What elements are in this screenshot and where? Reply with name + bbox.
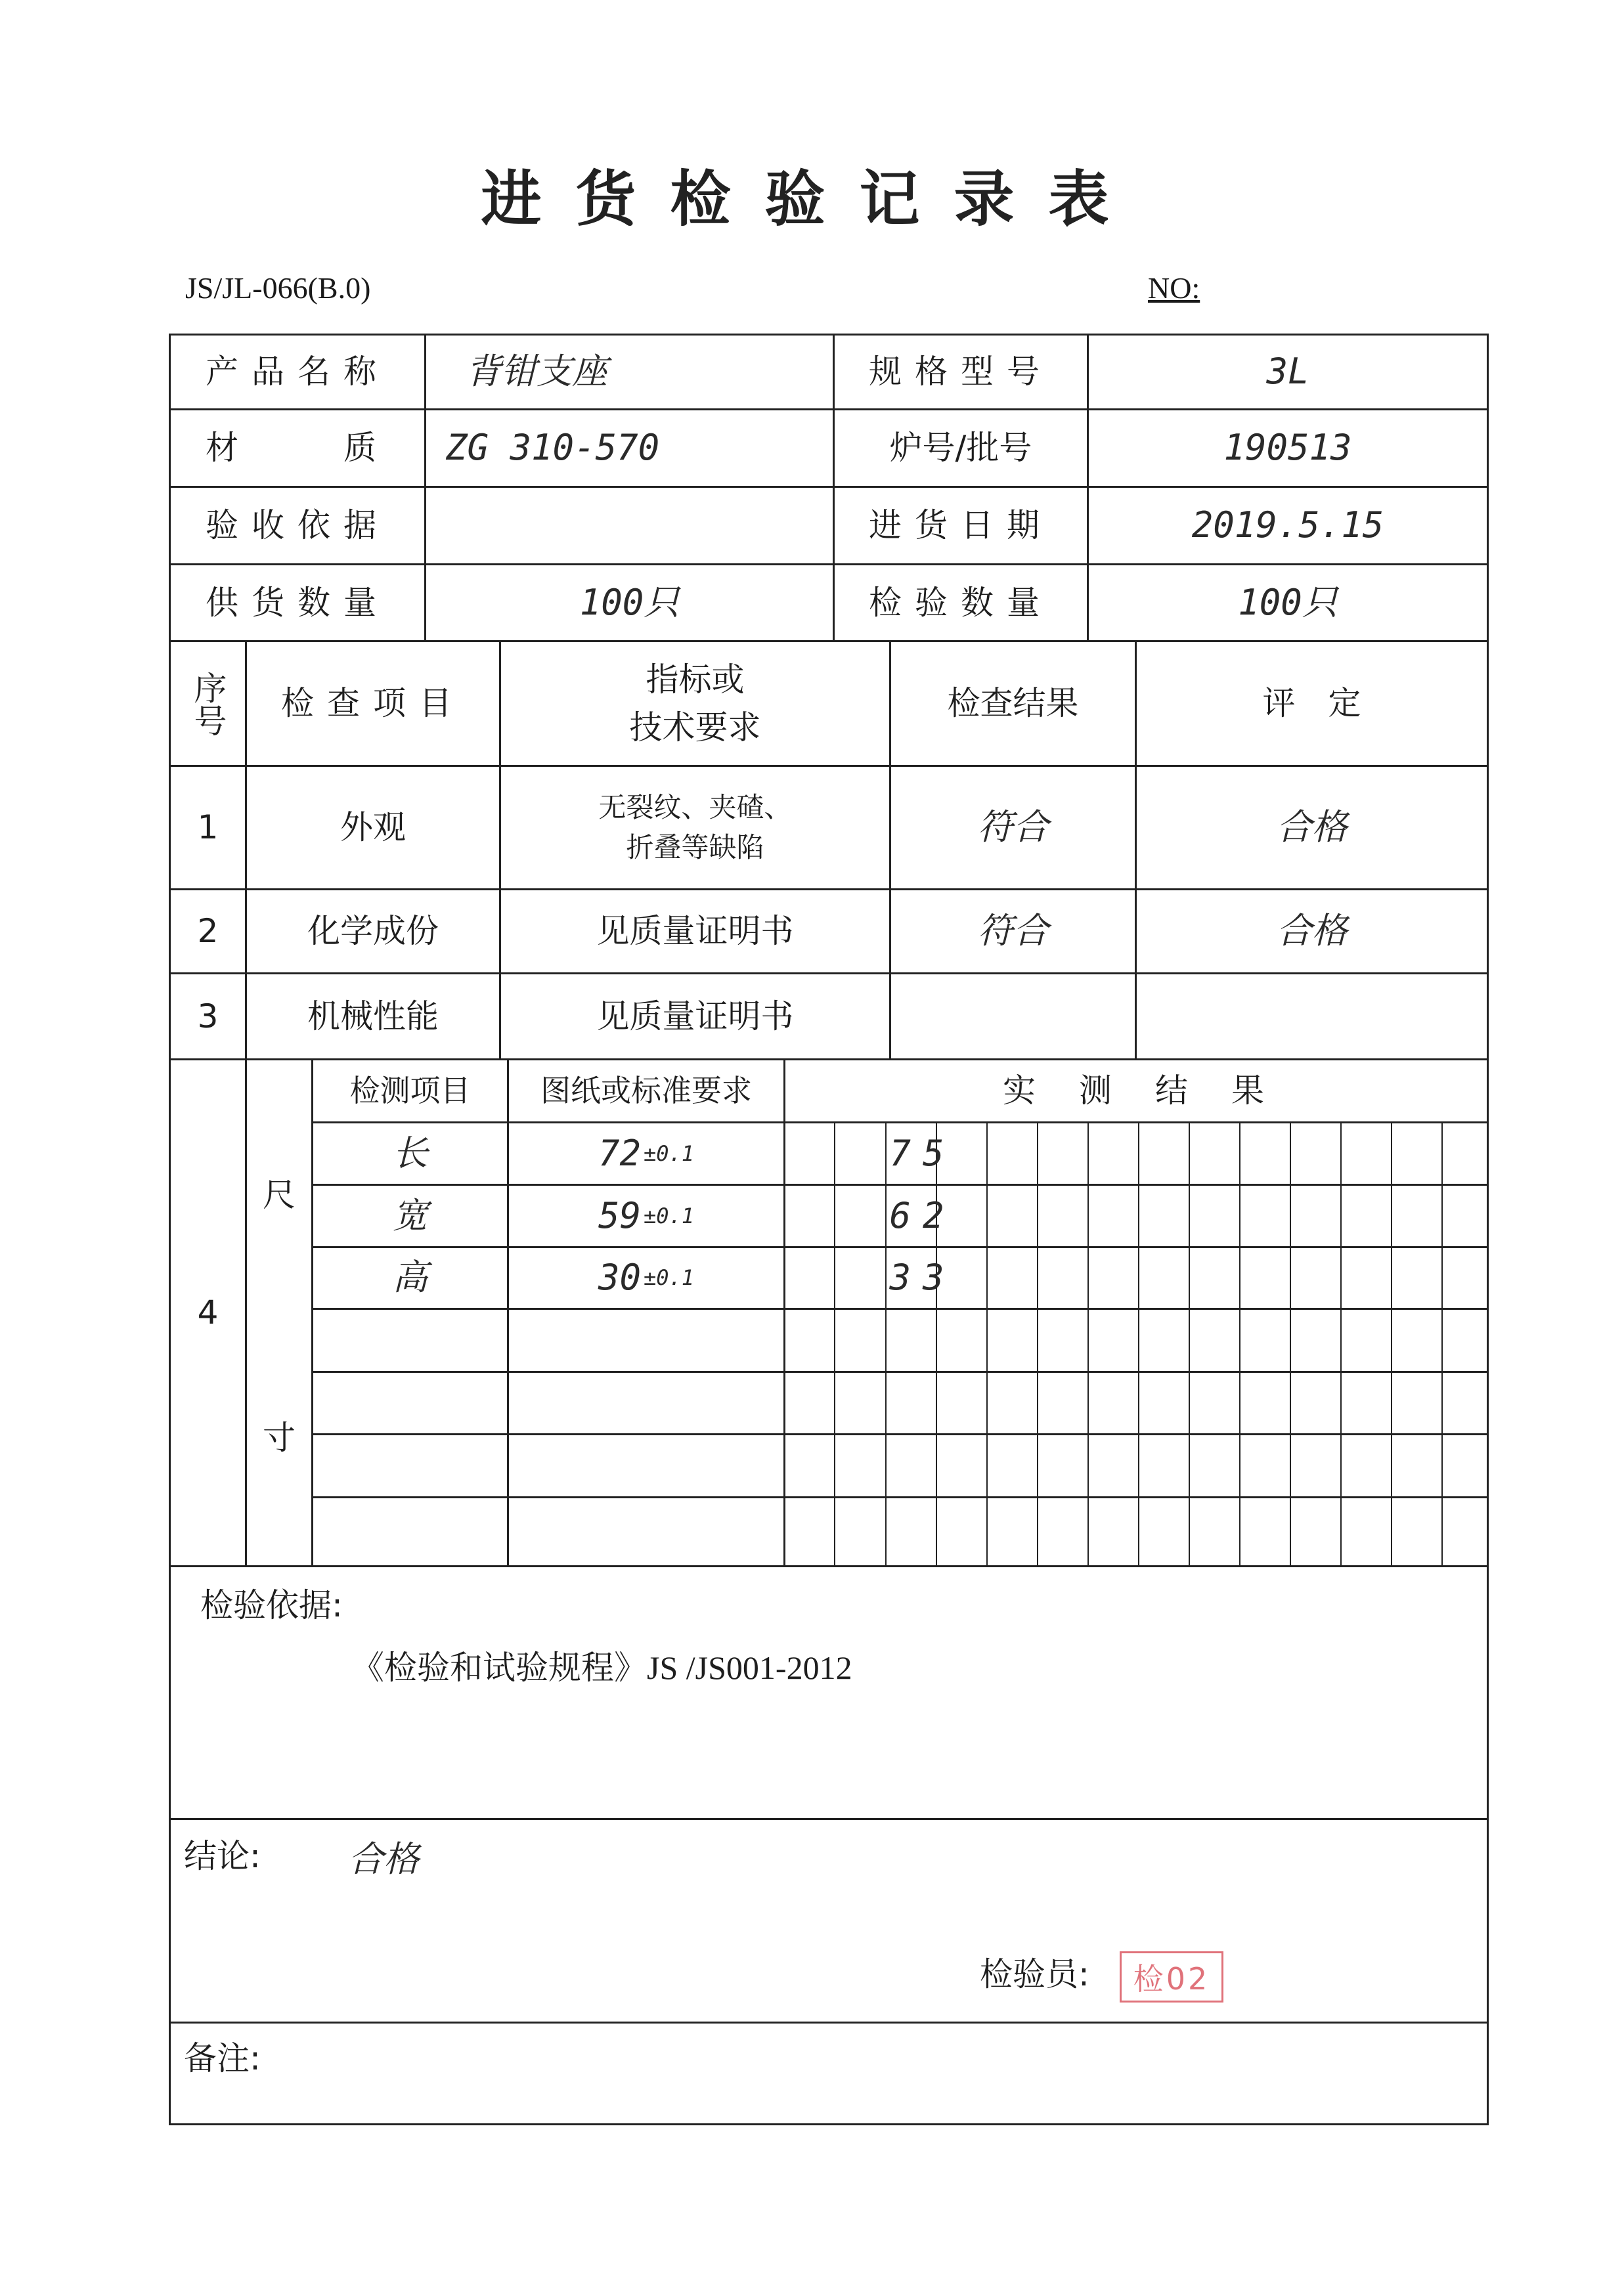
row1-requirement xyxy=(501,767,889,888)
inspect-qty-field[interactable]: 100只 xyxy=(1238,581,1338,623)
dim-row-requirement[interactable] xyxy=(509,1123,783,1184)
dim-row-nominal: 72 xyxy=(598,1132,641,1174)
dim-row-requirement[interactable] xyxy=(509,1248,783,1308)
dim-row-tolerance: ±0.1 xyxy=(643,1203,695,1228)
grid-column-divider xyxy=(1340,1121,1342,1565)
supply-qty-field[interactable]: 100只 xyxy=(579,581,680,623)
dim-row-measured[interactable]: 62 xyxy=(889,1194,956,1236)
dim-row-requirement[interactable] xyxy=(509,1435,783,1496)
grid-column-divider xyxy=(1441,1121,1443,1565)
dim-item-header: 检测项目 xyxy=(349,1073,471,1109)
row2-requirement: 见质量证明书 xyxy=(596,912,794,951)
product-name-label: 产品名称 xyxy=(206,353,389,391)
dim-seq: 4 xyxy=(197,1293,219,1332)
dim-row-tolerance: ±0.1 xyxy=(643,1265,695,1291)
dim-side-label-top: 尺 xyxy=(263,1175,296,1214)
inspect-qty-label: 检验数量 xyxy=(869,583,1053,622)
dim-row-item[interactable] xyxy=(313,1435,507,1496)
form-code: JS/JL-066(B.0) xyxy=(185,271,371,305)
material-label: 材 质 xyxy=(206,429,389,467)
row3-result[interactable] xyxy=(891,974,1135,1058)
spec-field[interactable]: 3L xyxy=(1266,351,1309,393)
spec-label: 规格型号 xyxy=(869,353,1053,391)
item-header: 检查项目 xyxy=(281,684,465,723)
row3-seq: 3 xyxy=(197,997,219,1035)
row3-item: 机械性能 xyxy=(307,997,439,1035)
row1-item: 外观 xyxy=(340,808,406,847)
supply-qty-label: 供货数量 xyxy=(206,583,389,622)
batch-field[interactable]: 190513 xyxy=(1223,427,1352,469)
product-name-field[interactable]: 背钳支座 xyxy=(466,351,607,393)
arrival-date-label: 进货日期 xyxy=(869,506,1053,545)
dim-row-item[interactable] xyxy=(313,1310,507,1371)
row2-result[interactable]: 符合 xyxy=(977,910,1049,952)
dim-row-nominal: 59 xyxy=(598,1194,641,1236)
dim-row-tolerance: ±0.1 xyxy=(643,1140,695,1166)
dim-requirement-header: 图纸或标准要求 xyxy=(540,1073,752,1109)
dim-row-measured[interactable] xyxy=(870,1435,975,1496)
remarks-label: 备注: xyxy=(184,2039,261,2077)
verdict-header: 评 定 xyxy=(1262,684,1361,723)
dim-row-item[interactable] xyxy=(313,1373,507,1433)
row1-result[interactable]: 符合 xyxy=(977,806,1049,848)
remarks-field[interactable] xyxy=(309,2029,1478,2114)
dim-row-requirement[interactable] xyxy=(509,1310,783,1371)
row1-verdict[interactable]: 合格 xyxy=(1276,806,1348,848)
requirement-header-line2: 技术要求 xyxy=(629,708,761,747)
requirement-header xyxy=(501,642,889,765)
dim-row-measured[interactable]: 33 xyxy=(889,1257,956,1299)
document-title: 进货检验记录表 xyxy=(481,164,1143,234)
dim-row-item[interactable]: 长 xyxy=(392,1132,428,1174)
dim-row-item[interactable]: 高 xyxy=(392,1257,428,1299)
grid-column-divider xyxy=(1087,1121,1089,1565)
grid-column-divider xyxy=(834,1121,835,1565)
batch-label: 炉号/批号 xyxy=(889,429,1032,467)
dim-row-measured[interactable] xyxy=(870,1498,975,1565)
dim-row-measured[interactable]: 75 xyxy=(889,1132,956,1174)
dim-row-requirement[interactable] xyxy=(509,1498,783,1565)
requirement-header-line1: 指标或 xyxy=(646,661,745,699)
basis-label: 检验依据: xyxy=(200,1586,343,1624)
material-field[interactable]: ZG 310-570 xyxy=(446,427,660,469)
grid-column-divider xyxy=(1037,1121,1038,1565)
grid-column-divider xyxy=(986,1121,988,1565)
dim-side-label-bottom: 寸 xyxy=(263,1418,296,1457)
row2-item: 化学成份 xyxy=(307,912,439,951)
grid-column-divider xyxy=(1138,1121,1139,1565)
row3-requirement: 见质量证明书 xyxy=(596,997,794,1035)
dim-row-item[interactable] xyxy=(313,1498,507,1565)
conclusion-value[interactable]: 合格 xyxy=(348,1838,419,1880)
inspector-stamp: 检02 xyxy=(1120,1951,1223,2003)
arrival-date-field[interactable]: 2019.5.15 xyxy=(1191,504,1384,546)
acceptance-basis-field[interactable] xyxy=(426,488,833,563)
dim-row-measured[interactable] xyxy=(870,1373,975,1433)
seq-header xyxy=(171,642,245,765)
row2-verdict[interactable]: 合格 xyxy=(1276,910,1348,952)
row3-verdict[interactable] xyxy=(1137,974,1487,1058)
dim-row-item[interactable]: 宽 xyxy=(392,1194,428,1236)
conclusion-label: 结论: xyxy=(184,1836,261,1875)
dim-row-requirement[interactable] xyxy=(509,1186,783,1246)
grid-column-divider xyxy=(1391,1121,1392,1565)
row1-seq: 1 xyxy=(197,808,219,847)
dim-row-nominal: 30 xyxy=(598,1257,641,1299)
grid-column-divider xyxy=(1290,1121,1291,1565)
row2-seq: 2 xyxy=(197,912,219,951)
inspector-label: 检验员: xyxy=(980,1955,1089,1993)
basis-value: 《检验和试验规程》JS /JS001-2012 xyxy=(351,1649,852,1686)
dim-row-measured[interactable] xyxy=(870,1310,975,1371)
result-header: 检查结果 xyxy=(947,684,1079,723)
dim-measured-header: 实 测 结 果 xyxy=(1003,1072,1269,1110)
acceptance-basis-label: 验收依据 xyxy=(206,506,389,545)
grid-column-divider xyxy=(1239,1121,1240,1565)
form-number-label: NO: xyxy=(1148,271,1200,305)
dim-row-requirement[interactable] xyxy=(509,1373,783,1433)
grid-column-divider xyxy=(1189,1121,1190,1565)
row1-requirement-line2: 折叠等缺陷 xyxy=(626,831,764,863)
row1-requirement-line1: 无裂纹、夹碴、 xyxy=(598,791,792,823)
form-number xyxy=(1148,271,1200,305)
seq-header-text: 序号 xyxy=(188,670,227,737)
